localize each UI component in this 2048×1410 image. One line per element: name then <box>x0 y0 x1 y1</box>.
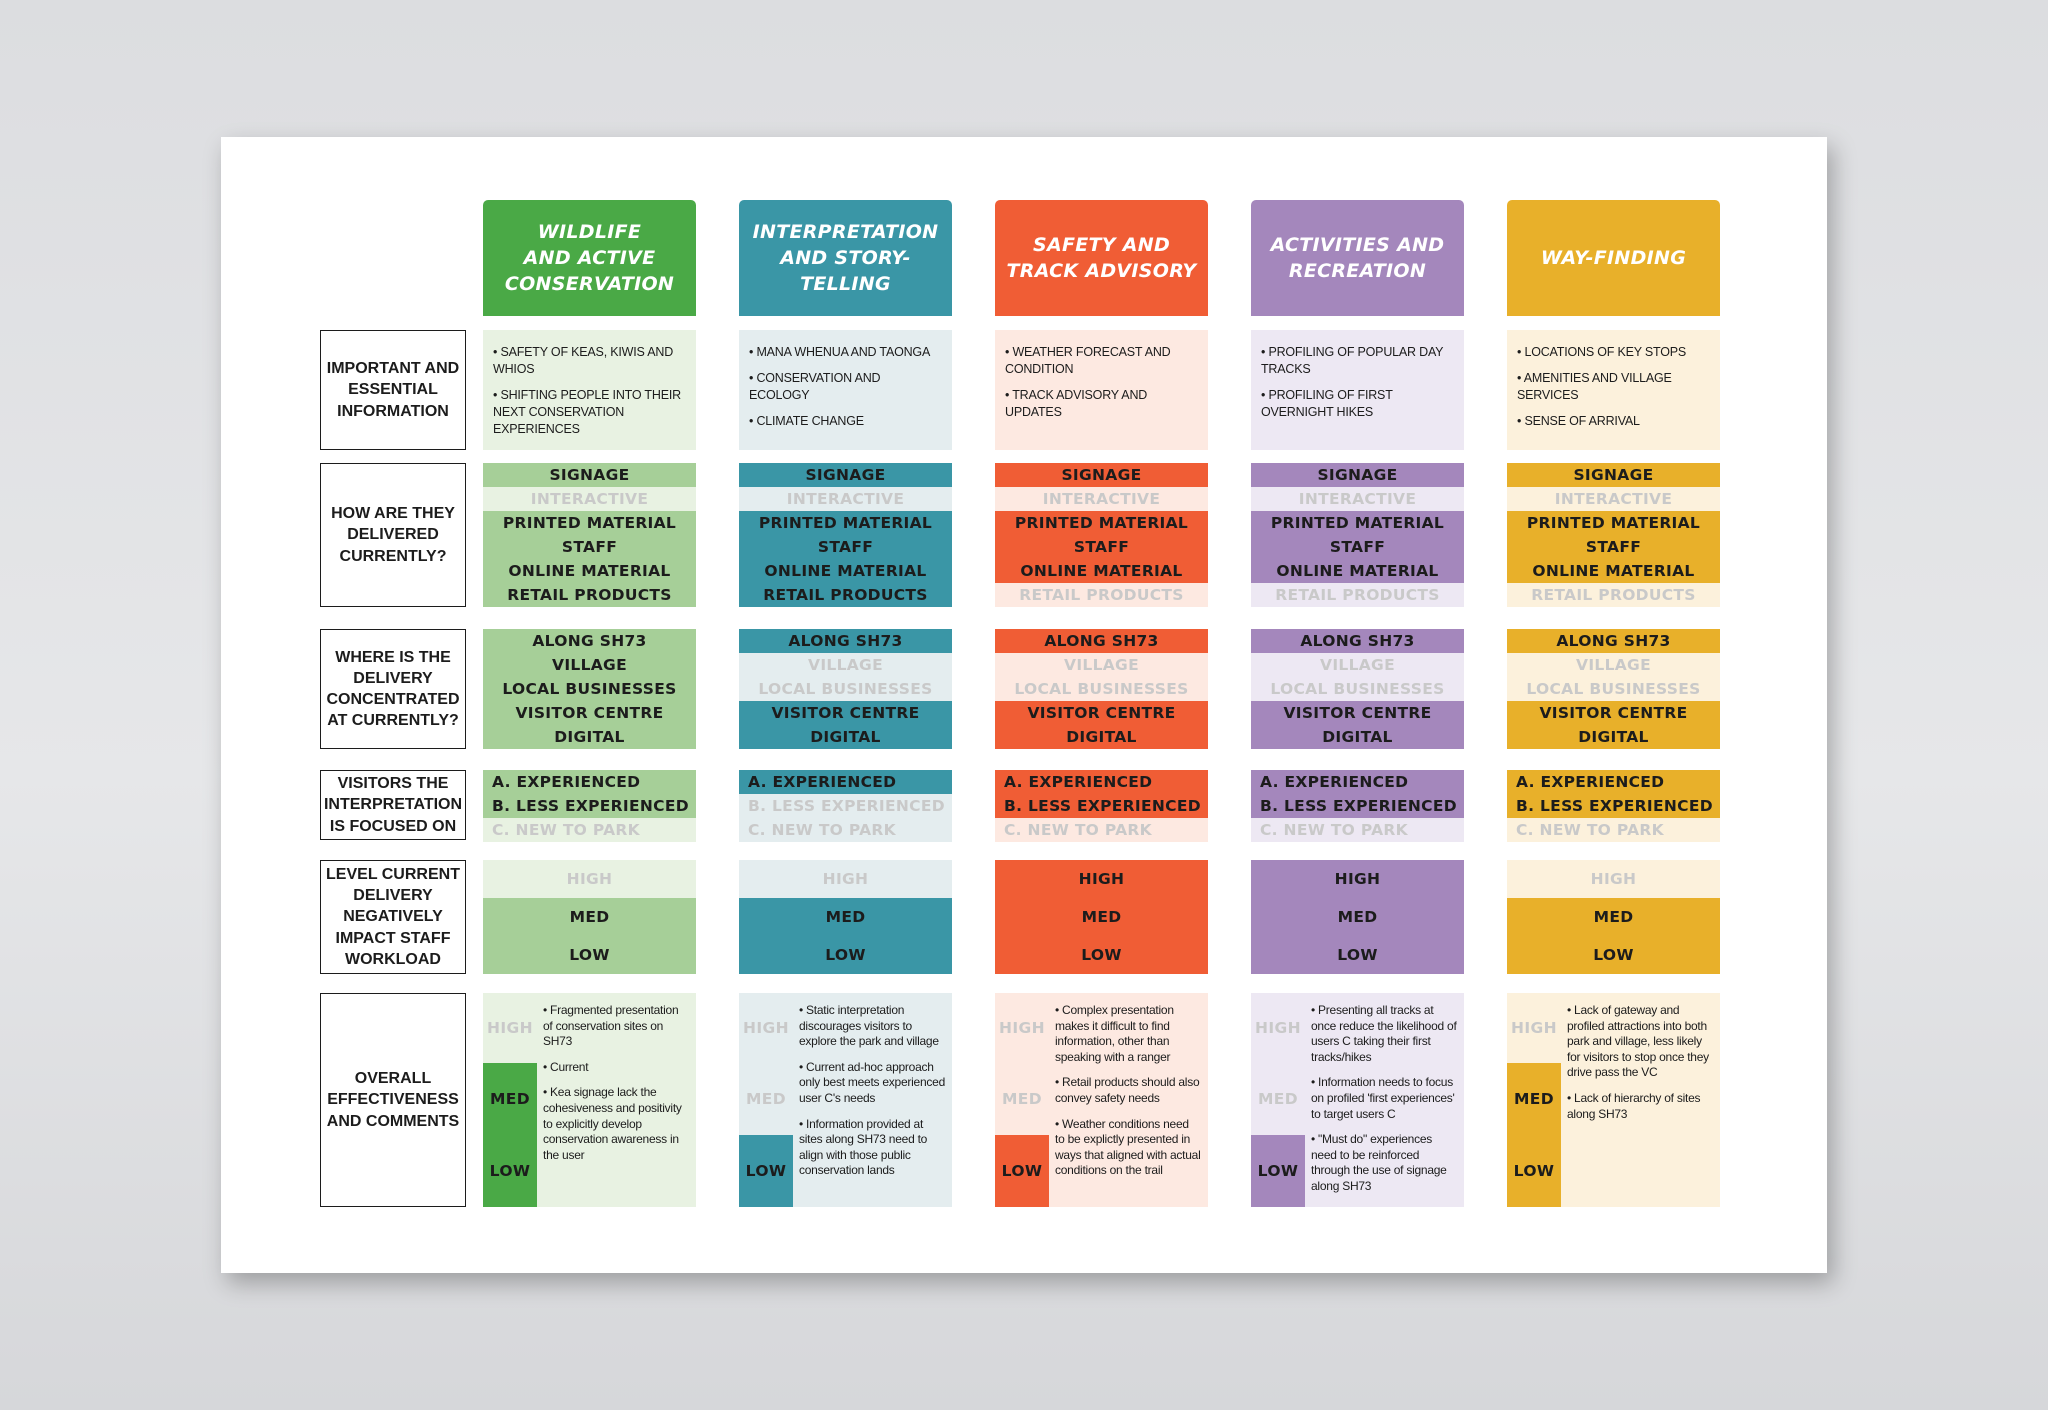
effectiveness-comments <box>1563 1001 1715 1132</box>
effectiveness-level: MED <box>1507 1063 1561 1135</box>
delivery-location: VILLAGE <box>739 653 952 677</box>
delivery-method: RETAIL PRODUCTS <box>1507 583 1720 607</box>
delivery-location: VISITOR CENTRE <box>483 701 696 725</box>
workload-level: LOW <box>739 936 952 974</box>
info-item: • MANA WHENUA AND TAONGA <box>749 345 931 359</box>
info-item: • LOCATIONS OF KEY STOPS <box>1517 345 1687 359</box>
delivery-location: DIGITAL <box>1507 725 1720 749</box>
column-header: INTERPRETATION AND STORY- TELLING <box>739 200 952 316</box>
info-item: • SAFETY OF KEAS, KIWIS AND WHIOS <box>493 345 674 376</box>
delivery-method: STAFF <box>995 535 1208 559</box>
delivery-method: STAFF <box>1507 535 1720 559</box>
essential-info <box>995 330 1208 450</box>
delivery-location: LOCAL BUSINESSES <box>483 677 696 701</box>
visitor-type: C. NEW TO PARK <box>739 818 952 842</box>
delivery-location: DIGITAL <box>739 725 952 749</box>
delivery-method: INTERACTIVE <box>1251 487 1464 511</box>
delivery-method: STAFF <box>739 535 952 559</box>
delivery-method: SIGNAGE <box>995 463 1208 487</box>
workload-level: MED <box>1507 898 1720 936</box>
delivery-location: LOCAL BUSINESSES <box>1507 677 1720 701</box>
delivery-method: ONLINE MATERIAL <box>483 559 696 583</box>
column-header: ACTIVITIES AND RECREATION <box>1251 200 1464 316</box>
delivery-method: SIGNAGE <box>483 463 696 487</box>
delivery-location: ALONG SH73 <box>483 629 696 653</box>
comment-item: • Information needs to focus on profiled 'first experiences' to target users C <box>1311 1075 1455 1121</box>
delivery-method: INTERACTIVE <box>1507 487 1720 511</box>
visitor-type: C. NEW TO PARK <box>483 818 696 842</box>
row-label: LEVEL CURRENT DELIVERY NEGATIVELY IMPACT STAFF WORKLOAD <box>320 860 466 974</box>
effectiveness-level: MED <box>483 1063 537 1135</box>
info-item: • AMENITIES AND VILLAGE SERVICES <box>1517 370 1672 402</box>
workload-level: LOW <box>995 936 1208 974</box>
info-item: • CONSERVATION AND ECOLOGY <box>749 370 881 402</box>
workload-level: HIGH <box>739 860 952 898</box>
info-item: • PROFILING OF FIRST OVERNIGHT HIKES <box>1261 387 1393 419</box>
delivery-method: ONLINE MATERIAL <box>1251 559 1464 583</box>
visitor-type: B. LESS EXPERIENCED <box>1507 794 1720 818</box>
row-label: OVERALL EFFECTIVENESS AND COMMENTS <box>320 993 466 1207</box>
comment-item: • Retail products should also convey safety needs <box>1055 1075 1200 1105</box>
delivery-method: SIGNAGE <box>1251 463 1464 487</box>
visitor-type: C. NEW TO PARK <box>1507 818 1720 842</box>
delivery-method: PRINTED MATERIAL <box>1507 511 1720 535</box>
delivery-method: ONLINE MATERIAL <box>739 559 952 583</box>
row-label: WHERE IS THE DELIVERY CONCENTRATED AT CURRENTLY? <box>320 629 466 749</box>
comment-item: • Current ad-hoc approach only best meets experienced user C's needs <box>799 1059 946 1105</box>
delivery-location: DIGITAL <box>483 725 696 749</box>
essential-info <box>1507 330 1720 450</box>
visitor-type: A. EXPERIENCED <box>995 770 1208 794</box>
delivery-method: ONLINE MATERIAL <box>1507 559 1720 583</box>
effectiveness-level: LOW <box>995 1135 1049 1207</box>
comment-item: • Weather conditions need to be explictly presented in ways that aligned with actual conditions on the trail <box>1055 1116 1201 1178</box>
visitor-type: B. LESS EXPERIENCED <box>995 794 1208 818</box>
workload-level: LOW <box>1507 936 1720 974</box>
effectiveness-level: HIGH <box>998 1019 1046 1037</box>
workload-level: LOW <box>483 936 696 974</box>
effectiveness-level: HIGH <box>486 1019 534 1037</box>
delivery-method: PRINTED MATERIAL <box>483 511 696 535</box>
delivery-location: ALONG SH73 <box>1251 629 1464 653</box>
workload-level: MED <box>483 898 696 936</box>
essential-info <box>483 330 696 450</box>
comment-item: • Complex presentation makes it difficult to find information, other than speaking with a ranger <box>1055 1003 1174 1064</box>
effectiveness-comments <box>795 1001 947 1189</box>
effectiveness-level: LOW <box>1251 1135 1305 1207</box>
effectiveness-comments <box>1307 1001 1459 1205</box>
delivery-method: INTERACTIVE <box>995 487 1208 511</box>
visitor-type: A. EXPERIENCED <box>1251 770 1464 794</box>
delivery-location: VILLAGE <box>1507 653 1720 677</box>
comment-item: • Current <box>543 1059 589 1074</box>
delivery-method: STAFF <box>483 535 696 559</box>
delivery-method: INTERACTIVE <box>483 487 696 511</box>
column-header: WILDLIFE AND ACTIVE CONSERVATION <box>483 200 696 316</box>
delivery-location: LOCAL BUSINESSES <box>739 677 952 701</box>
delivery-method: RETAIL PRODUCTS <box>1251 583 1464 607</box>
delivery-method: ONLINE MATERIAL <box>995 559 1208 583</box>
delivery-location: VISITOR CENTRE <box>739 701 952 725</box>
essential-info <box>739 330 952 450</box>
effectiveness-level: LOW <box>483 1135 537 1207</box>
delivery-location: VISITOR CENTRE <box>1251 701 1464 725</box>
visitor-type: B. LESS EXPERIENCED <box>483 794 696 818</box>
comment-item: • Kea signage lack the cohesiveness and positivity to explicitly develop conservation awareness in the user <box>543 1085 682 1162</box>
essential-info <box>1251 330 1464 450</box>
visitor-type: A. EXPERIENCED <box>1507 770 1720 794</box>
delivery-location: LOCAL BUSINESSES <box>1251 677 1464 701</box>
comment-item: • Information provided at sites along SH73 need to align with those public conservation lands <box>799 1116 928 1178</box>
effectiveness-level: HIGH <box>1254 1019 1302 1037</box>
workload-level: HIGH <box>1251 860 1464 898</box>
column-header: SAFETY AND TRACK ADVISORY <box>995 200 1208 316</box>
delivery-method: STAFF <box>1251 535 1464 559</box>
delivery-method: PRINTED MATERIAL <box>1251 511 1464 535</box>
workload-level: MED <box>995 898 1208 936</box>
delivery-method: SIGNAGE <box>1507 463 1720 487</box>
effectiveness-level: HIGH <box>1510 1019 1558 1037</box>
visitor-type: B. LESS EXPERIENCED <box>739 794 952 818</box>
workload-level: HIGH <box>483 860 696 898</box>
workload-level: LOW <box>1251 936 1464 974</box>
effectiveness-level: LOW <box>739 1135 793 1207</box>
delivery-location: ALONG SH73 <box>739 629 952 653</box>
delivery-location: VISITOR CENTRE <box>995 701 1208 725</box>
effectiveness-level: MED <box>745 1090 787 1108</box>
effectiveness-level: MED <box>1257 1090 1299 1108</box>
delivery-location: VILLAGE <box>995 653 1208 677</box>
delivery-location: ALONG SH73 <box>995 629 1208 653</box>
delivery-method: INTERACTIVE <box>739 487 952 511</box>
comment-item: • Lack of hierarchy of sites along SH73 <box>1567 1090 1701 1121</box>
delivery-location: VILLAGE <box>1251 653 1464 677</box>
visitor-type: A. EXPERIENCED <box>483 770 696 794</box>
row-label: VISITORS THE INTERPRETATION IS FOCUSED ON <box>320 770 466 840</box>
info-item: • SENSE OF ARRIVAL <box>1517 413 1640 428</box>
workload-level: MED <box>1251 898 1464 936</box>
delivery-location: VILLAGE <box>483 653 696 677</box>
delivery-method: RETAIL PRODUCTS <box>995 583 1208 607</box>
delivery-location: DIGITAL <box>1251 725 1464 749</box>
workload-level: HIGH <box>995 860 1208 898</box>
delivery-location: DIGITAL <box>995 725 1208 749</box>
column-header: WAY-FINDING <box>1507 200 1720 316</box>
delivery-method: RETAIL PRODUCTS <box>483 583 696 607</box>
delivery-method: PRINTED MATERIAL <box>739 511 952 535</box>
comment-item: • Fragmented presentation of conservation sites on SH73 <box>543 1003 679 1049</box>
delivery-location: VISITOR CENTRE <box>1507 701 1720 725</box>
row-label: IMPORTANT AND ESSENTIAL INFORMATION <box>320 330 466 450</box>
effectiveness-comments <box>539 1001 691 1173</box>
comment-item: • Lack of gateway and profiled attractions into both park and village, less likely for visitors to stop once they drive pass the VC <box>1567 1003 1709 1080</box>
effectiveness-level: LOW <box>1507 1135 1561 1207</box>
info-item: • CLIMATE CHANGE <box>749 413 864 428</box>
comment-item: • Static interpretation discourages visitors to explore the park and village <box>799 1003 939 1049</box>
delivery-method: PRINTED MATERIAL <box>995 511 1208 535</box>
info-item: • TRACK ADVISORY AND UPDATES <box>1005 387 1148 419</box>
delivery-location: LOCAL BUSINESSES <box>995 677 1208 701</box>
comment-item: • Presenting all tracks at once reduce the likelihood of users C taking their first tracks/hikes <box>1311 1003 1457 1064</box>
delivery-location: ALONG SH73 <box>1507 629 1720 653</box>
comment-item: • "Must do" experiences need to be reinforced through the use of signage along SH73 <box>1311 1132 1447 1193</box>
visitor-type: A. EXPERIENCED <box>739 770 952 794</box>
row-label: HOW ARE THEY DELIVERED CURRENTLY? <box>320 463 466 607</box>
info-item: • PROFILING OF POPULAR DAY TRACKS <box>1261 345 1444 376</box>
info-item: • SHIFTING PEOPLE INTO THEIR NEXT CONSERVATION EXPERIENCES <box>493 387 681 436</box>
visitor-type: C. NEW TO PARK <box>1251 818 1464 842</box>
delivery-method: RETAIL PRODUCTS <box>739 583 952 607</box>
effectiveness-level: MED <box>1001 1090 1043 1108</box>
delivery-method: SIGNAGE <box>739 463 952 487</box>
workload-level: MED <box>739 898 952 936</box>
visitor-type: C. NEW TO PARK <box>995 818 1208 842</box>
info-item: • WEATHER FORECAST AND CONDITION <box>1005 345 1171 376</box>
effectiveness-level: HIGH <box>742 1019 790 1037</box>
visitor-type: B. LESS EXPERIENCED <box>1251 794 1464 818</box>
workload-level: HIGH <box>1507 860 1720 898</box>
effectiveness-comments <box>1051 1001 1203 1189</box>
